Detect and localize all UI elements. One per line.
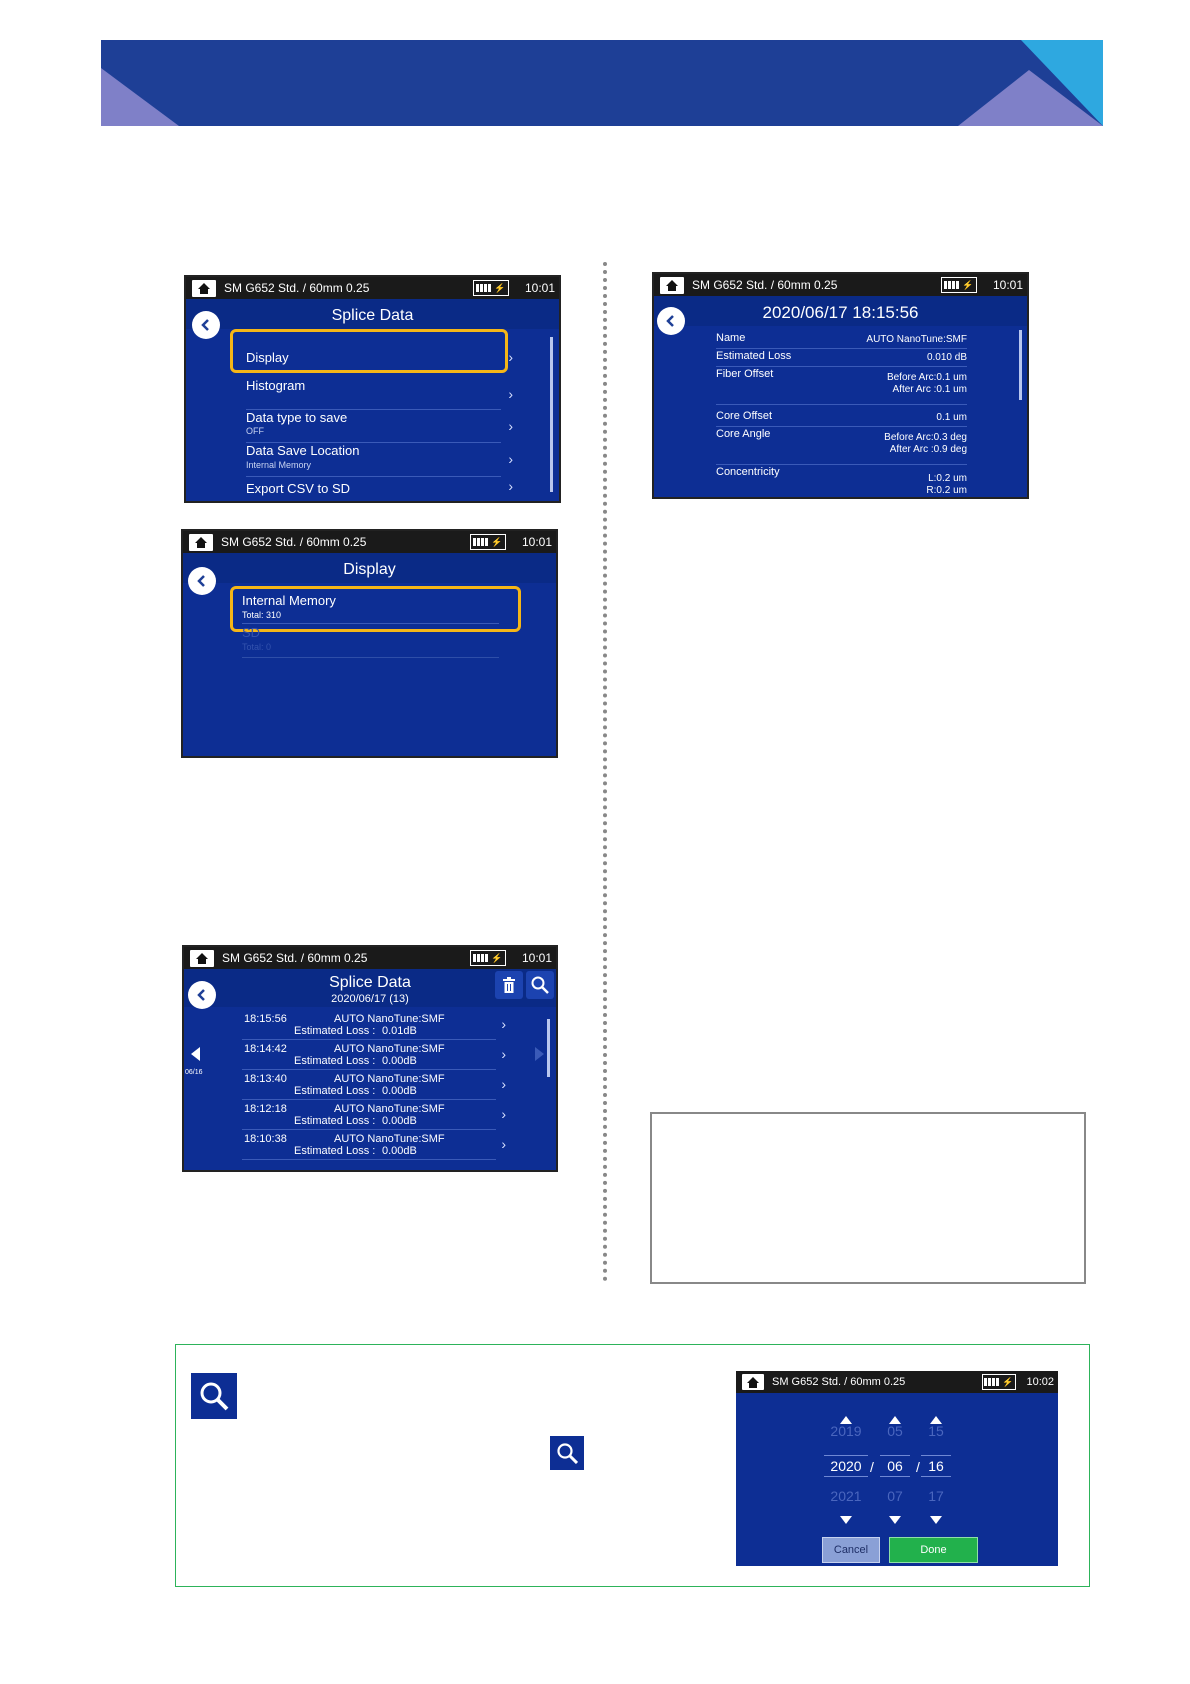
- detail-label: Concentricity: [716, 466, 780, 478]
- search-icon: [531, 976, 549, 994]
- record-time: 18:10:38: [244, 1133, 287, 1145]
- record-loss-label: Estimated Loss :: [294, 1145, 376, 1157]
- menu-item-label: Data type to save: [246, 410, 348, 425]
- battery-icon: ⚡: [941, 277, 977, 293]
- arrow-right-icon: [534, 1047, 544, 1061]
- home-icon: [198, 283, 210, 294]
- column-divider: [603, 262, 607, 1282]
- years-value: 2019: [830, 1423, 862, 1439]
- months-value: 07: [887, 1488, 903, 1504]
- chevron-right-icon: ›: [508, 385, 513, 402]
- menu-item-label: SD: [242, 625, 261, 640]
- list-item[interactable]: [242, 1039, 506, 1070]
- status-bar: [654, 274, 1027, 296]
- record-loss: 0.00dB: [382, 1115, 417, 1127]
- detail-value: After Arc :0.1 um: [892, 384, 967, 395]
- battery-icon: ⚡: [473, 280, 509, 296]
- status-title: SM G652 Std. / 60mm 0.25: [772, 1376, 906, 1388]
- detail-row-core-angle: [716, 428, 967, 465]
- status-time: 10:02: [1026, 1376, 1054, 1388]
- menu-item-sub: Internal Memory: [246, 460, 312, 470]
- search-icon: [556, 1442, 578, 1464]
- menu-item-sub: Total: 310: [242, 610, 282, 620]
- menu-item-data-save-location[interactable]: [246, 442, 513, 477]
- detail-row-name: [716, 332, 967, 349]
- chevron-right-icon: ›: [501, 1016, 506, 1032]
- days-value: 15: [928, 1423, 944, 1439]
- years-down-button[interactable]: [840, 1511, 852, 1529]
- chevron-right-icon: ›: [501, 1046, 506, 1062]
- status-time: 10:01: [521, 535, 552, 549]
- home-icon: [196, 953, 208, 964]
- home-button[interactable]: [660, 277, 684, 294]
- back-button[interactable]: [188, 981, 216, 1009]
- home-button[interactable]: [190, 950, 214, 967]
- trash-icon: [502, 977, 516, 993]
- detail-value: Before Arc:0.3 deg: [884, 432, 967, 443]
- scrollbar[interactable]: [547, 1019, 550, 1077]
- status-time: 10:01: [524, 281, 555, 295]
- detail-row-concentricity: [716, 466, 967, 497]
- detail-value: 0.010 dB: [926, 352, 967, 363]
- chevron-right-icon: ›: [508, 349, 513, 365]
- detail-label: Name: [716, 332, 746, 344]
- record-loss-label: Estimated Loss :: [294, 1085, 376, 1097]
- list-item[interactable]: [242, 1099, 506, 1130]
- status-bar: [184, 947, 556, 969]
- arrow-down-icon: [930, 1516, 942, 1524]
- home-button[interactable]: [189, 534, 213, 551]
- menu-item-label: Data Save Location: [246, 443, 360, 458]
- record-loss-label: Estimated Loss :: [294, 1055, 376, 1067]
- home-button[interactable]: [192, 280, 216, 297]
- record-mode: AUTO NanoTune:SMF: [334, 1133, 445, 1145]
- display-screen: [183, 531, 556, 756]
- battery-icon: ⚡: [470, 950, 506, 966]
- screen-title: Splice Data: [186, 299, 559, 329]
- menu-item-data-type[interactable]: [246, 409, 513, 443]
- months-value: 05: [887, 1423, 903, 1439]
- prev-date-label: 06/16: [185, 1069, 203, 1076]
- date-separator: /: [916, 1459, 920, 1475]
- menu-item-export-csv[interactable]: [246, 478, 513, 501]
- splice-data-menu-screen: [186, 277, 559, 501]
- detail-label: Core Offset: [716, 410, 773, 422]
- record-mode: AUTO NanoTune:SMF: [334, 1073, 445, 1085]
- chevron-right-icon: ›: [501, 1076, 506, 1092]
- detail-row-core-offset: [716, 410, 967, 427]
- record-mode: AUTO NanoTune:SMF: [334, 1103, 445, 1115]
- back-button[interactable]: [188, 567, 216, 595]
- status-bar: [736, 1371, 1058, 1393]
- record-time: 18:15:56: [244, 1013, 287, 1025]
- detail-value: L:0.2 um: [928, 473, 967, 484]
- days-value[interactable]: 16: [921, 1455, 951, 1477]
- menu-item-internal-memory[interactable]: [242, 593, 499, 624]
- detail-label: Fiber Offset: [716, 368, 774, 380]
- search-button[interactable]: [526, 971, 554, 999]
- home-icon: [666, 280, 678, 291]
- list-item[interactable]: [242, 1069, 506, 1100]
- menu-item-sd[interactable]: [242, 627, 499, 658]
- battery-icon: ⚡: [470, 534, 506, 550]
- chevron-right-icon: ›: [501, 1106, 506, 1122]
- menu-item-sub: Total: 0: [242, 642, 272, 652]
- search-icon-inline: [550, 1436, 584, 1470]
- chevron-right-icon: ›: [508, 417, 513, 434]
- menu-item-label: Export CSV to SD: [246, 481, 351, 496]
- detail-value: 0.1 um: [936, 412, 967, 423]
- months-value[interactable]: 06: [880, 1455, 910, 1477]
- status-title: SM G652 Std. / 60mm 0.25: [222, 951, 368, 965]
- days-value: 17: [928, 1488, 944, 1504]
- menu-item-label: Histogram: [246, 378, 306, 393]
- record-loss-label: Estimated Loss :: [294, 1115, 376, 1127]
- home-button[interactable]: [742, 1374, 764, 1390]
- screen-title: Display: [183, 553, 556, 583]
- record-time: 18:14:42: [244, 1043, 287, 1055]
- highlight-frame: [230, 329, 508, 373]
- banner-decoration: [101, 40, 1103, 126]
- record-mode: AUTO NanoTune:SMF: [334, 1043, 445, 1055]
- chevron-left-icon: [200, 319, 212, 331]
- list-item[interactable]: [242, 1129, 506, 1160]
- menu-item-histogram[interactable]: [246, 378, 513, 410]
- status-title: SM G652 Std. / 60mm 0.25: [224, 281, 370, 295]
- record-time: 18:13:40: [244, 1073, 287, 1085]
- list-item[interactable]: [242, 1009, 506, 1040]
- detail-value: AUTO NanoTune:SMF: [866, 334, 967, 345]
- scrollbar[interactable]: [1019, 330, 1022, 400]
- scrollbar[interactable]: [550, 337, 553, 492]
- status-bar: [183, 531, 556, 553]
- menu-item-label: Display: [246, 350, 289, 365]
- done-button[interactable]: Done: [889, 1537, 978, 1563]
- detail-row-fiber-offset: [716, 368, 967, 405]
- record-loss: 0.00dB: [382, 1055, 417, 1067]
- detail-label: Core Angle: [716, 428, 771, 440]
- prev-day-button[interactable]: [191, 1047, 201, 1064]
- next-day-button[interactable]: [534, 1047, 544, 1066]
- home-icon: [747, 1377, 759, 1388]
- days-down-button[interactable]: [930, 1511, 942, 1529]
- menu-item-sub: OFF: [246, 426, 264, 436]
- chevron-left-icon: [196, 575, 208, 587]
- battery-icon: ⚡: [982, 1374, 1016, 1390]
- chevron-right-icon: ›: [508, 478, 513, 494]
- arrow-down-icon: [889, 1516, 901, 1524]
- status-time: 10:01: [521, 951, 552, 965]
- tip-box: [175, 1344, 1090, 1587]
- screen-subtitle: 2020/06/17 (13): [331, 993, 409, 1005]
- arrow-down-icon: [840, 1516, 852, 1524]
- months-down-button[interactable]: [889, 1511, 901, 1529]
- status-bar: [186, 277, 559, 299]
- chevron-right-icon: ›: [501, 1136, 506, 1152]
- chevron-right-icon: ›: [508, 451, 513, 467]
- date-separator: /: [870, 1459, 874, 1475]
- record-time: 18:12:18: [244, 1103, 287, 1115]
- detail-value: After Arc :0.9 deg: [889, 444, 967, 455]
- search-icon-badge: [191, 1373, 237, 1419]
- cancel-button[interactable]: Cancel: [822, 1537, 880, 1563]
- chevron-left-icon: [665, 315, 677, 327]
- detail-row-loss: [716, 350, 967, 367]
- note-box: [650, 1112, 1086, 1284]
- screen-title: 2020/06/17 18:15:56: [654, 296, 1027, 326]
- search-icon: [199, 1381, 229, 1411]
- years-value[interactable]: 2020: [824, 1455, 868, 1477]
- status-time: 10:01: [992, 278, 1023, 292]
- record-loss: 0.00dB: [382, 1145, 417, 1157]
- menu-item-label: Internal Memory: [242, 593, 336, 608]
- arrow-left-icon: [191, 1047, 201, 1061]
- chevron-left-icon: [196, 989, 208, 1001]
- delete-button[interactable]: [495, 971, 523, 999]
- years-value: 2021: [830, 1488, 862, 1504]
- status-title: SM G652 Std. / 60mm 0.25: [692, 278, 838, 292]
- splice-detail-screen: [654, 274, 1027, 497]
- header-banner: [101, 40, 1103, 126]
- home-icon: [195, 537, 207, 548]
- record-mode: AUTO NanoTune:SMF: [334, 1013, 445, 1025]
- record-loss-label: Estimated Loss :: [294, 1025, 376, 1037]
- detail-label: Estimated Loss: [716, 350, 792, 362]
- record-loss: 0.00dB: [382, 1085, 417, 1097]
- back-button[interactable]: [657, 307, 685, 335]
- splice-data-list-screen: [184, 947, 556, 1170]
- record-loss: 0.01dB: [382, 1025, 417, 1037]
- screen-title: Splice Data: [329, 974, 411, 991]
- detail-value: R:0.2 um: [926, 485, 967, 496]
- status-title: SM G652 Std. / 60mm 0.25: [221, 535, 367, 549]
- back-button[interactable]: [192, 311, 220, 339]
- date-picker-screen: [736, 1371, 1058, 1566]
- list-header: [184, 969, 556, 1007]
- detail-value: Before Arc:0.1 um: [886, 372, 967, 383]
